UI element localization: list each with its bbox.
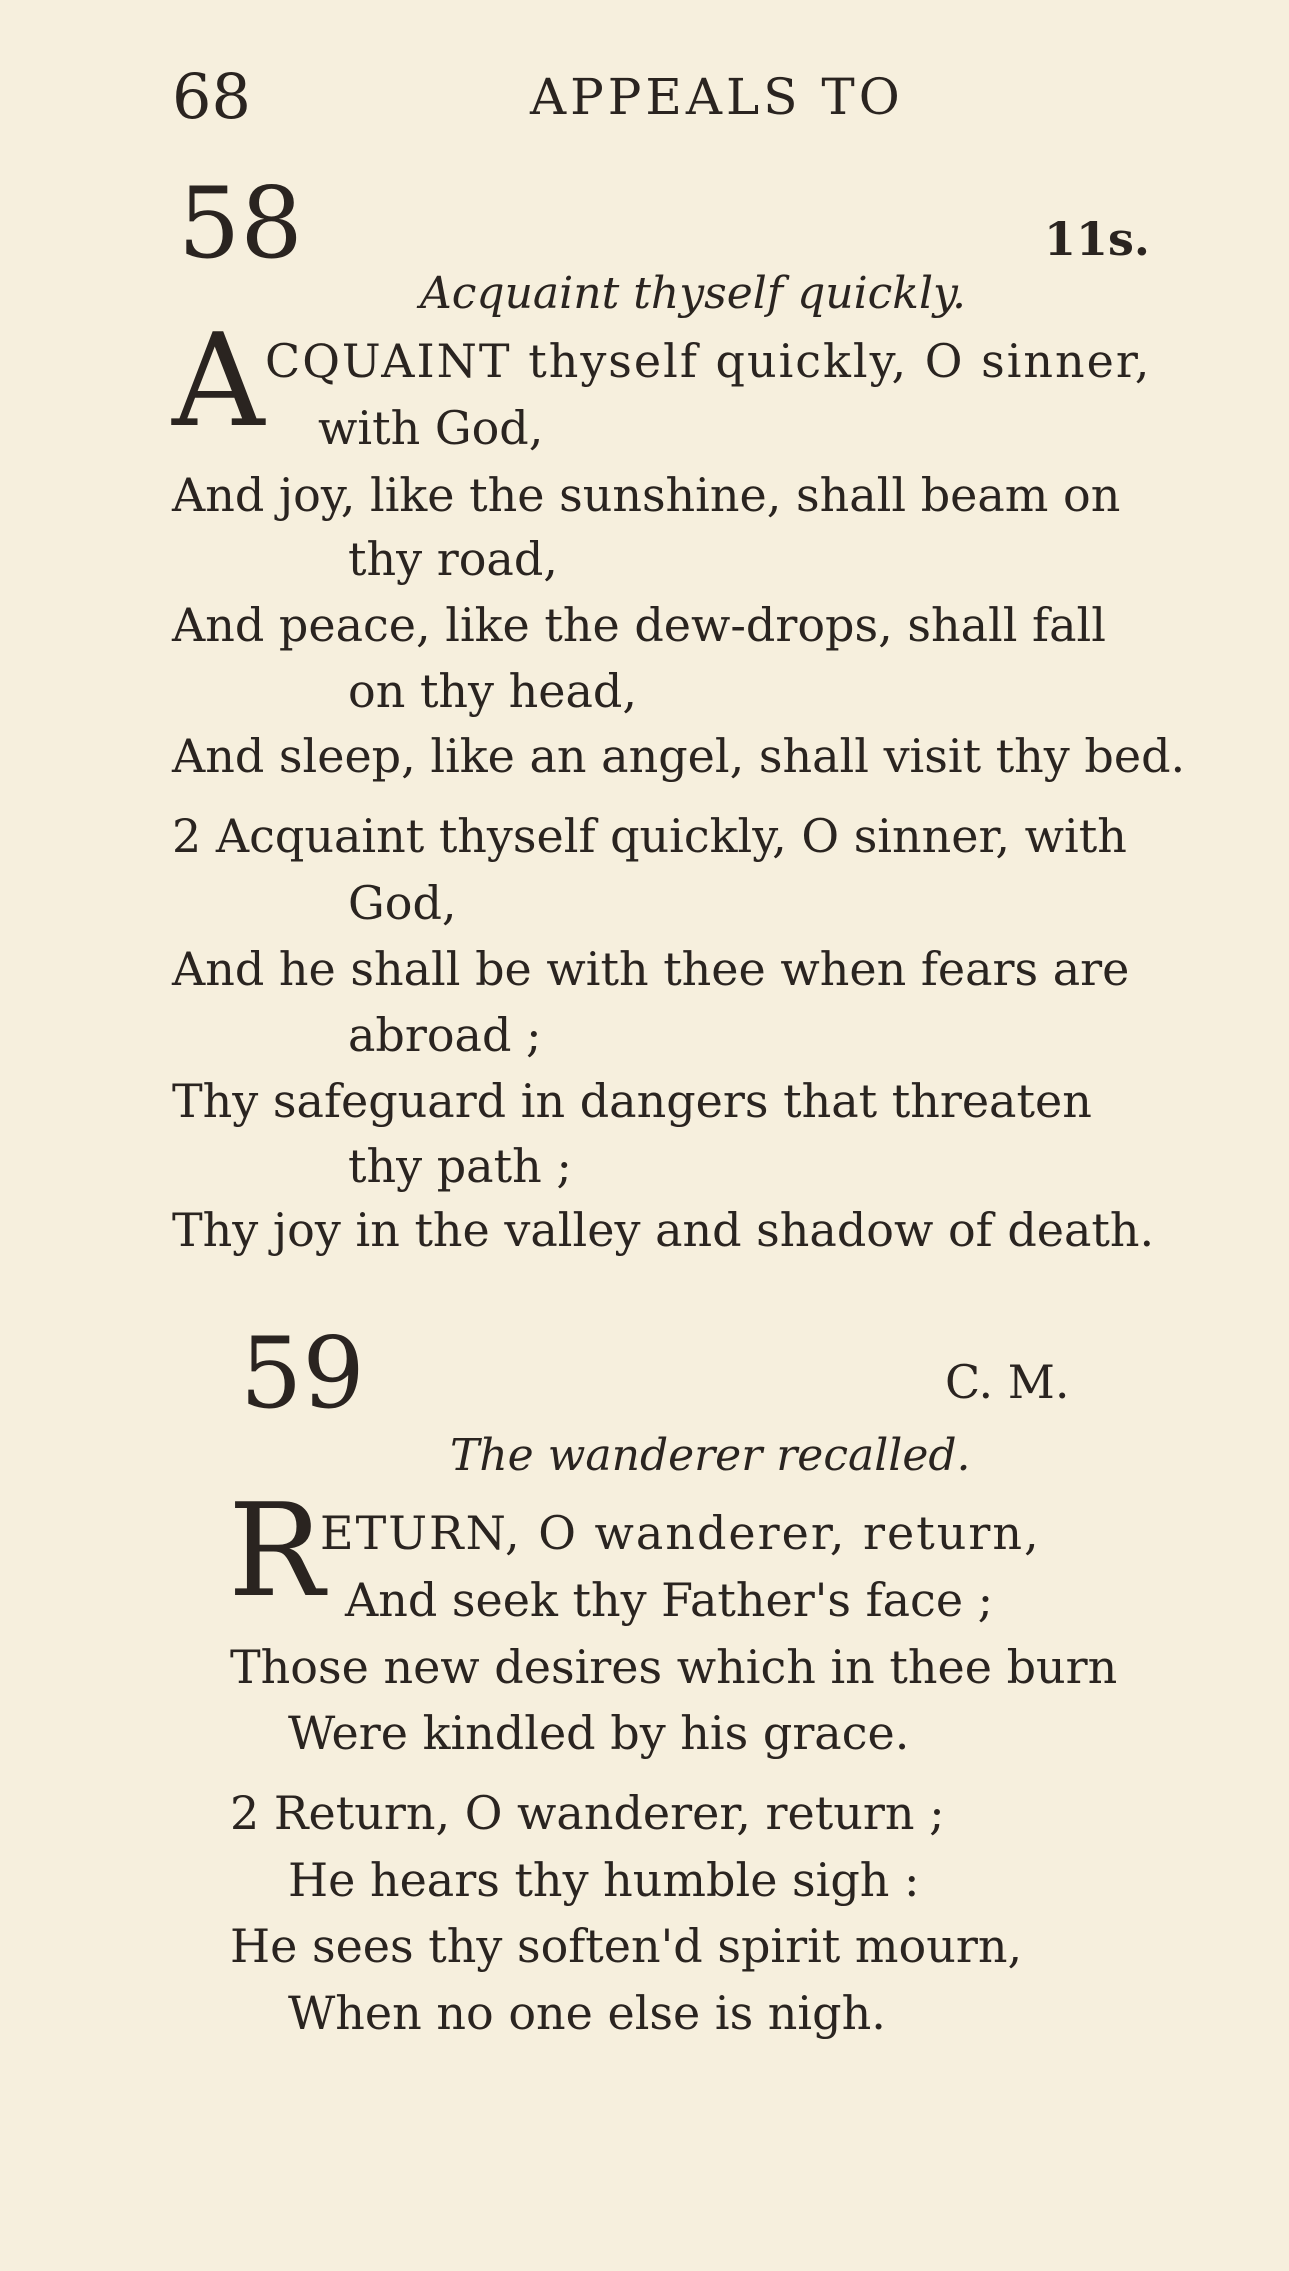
hymn-58-subtitle: Acquaint thyself quickly. bbox=[420, 268, 967, 319]
hymn-59-subtitle: The wanderer recalled. bbox=[450, 1430, 971, 1481]
hymn-58-line: God, bbox=[348, 876, 457, 930]
hymn-58-line: on thy head, bbox=[348, 664, 638, 718]
hymn-59-line: He hears thy humble sigh : bbox=[288, 1853, 920, 1907]
hymn-59-meter: C. M. bbox=[945, 1355, 1070, 1409]
hymn-58-line: And peace, like the dew-drops, shall fall bbox=[172, 598, 1106, 652]
hymn-59-line: Were kindled by his grace. bbox=[288, 1706, 910, 1760]
hymn-58-line: thy path ; bbox=[348, 1139, 572, 1193]
hymn-58-line: 2 Acquaint thyself quickly, O sinner, with bbox=[172, 809, 1127, 863]
hymn-58-line: And sleep, like an angel, shall visit thy bed. bbox=[172, 729, 1186, 783]
hymn-59-line: 2 Return, O wanderer, return ; bbox=[230, 1786, 945, 1840]
hymn-59-number: 59 bbox=[240, 1317, 365, 1431]
hymn-58-number: 58 bbox=[178, 167, 303, 281]
hymn-58-line: thy road, bbox=[348, 532, 558, 586]
hymn-59-line: And seek thy Father's face ; bbox=[345, 1573, 994, 1627]
hymn-58-line: Thy safeguard in dangers that threaten bbox=[172, 1074, 1092, 1128]
hymn-58-meter: 11s. bbox=[1044, 212, 1150, 266]
page-number: 68 bbox=[172, 60, 251, 133]
hymn-59-line: When no one else is nigh. bbox=[288, 1986, 886, 2040]
hymn-58-line: abroad ; bbox=[348, 1008, 542, 1062]
hymn-58-line: And he shall be with thee when fears are bbox=[172, 942, 1130, 996]
running-title: APPEALS TO bbox=[530, 68, 904, 126]
hymn-58-drop-cap: A bbox=[172, 307, 265, 456]
hymn-59-drop-cap: R bbox=[228, 1477, 325, 1626]
hymn-59-line: ETURN, O wanderer, return, bbox=[320, 1506, 1041, 1560]
hymn-58-line: with God, bbox=[318, 401, 544, 455]
hymn-58-line: And joy, like the sunshine, shall beam on bbox=[172, 468, 1121, 522]
hymn-59-line: Those new desires which in thee burn bbox=[230, 1640, 1118, 1694]
hymn-58-line: CQUAINT thyself quickly, O sinner, bbox=[265, 334, 1152, 388]
hymn-59-line: He sees thy soften'd spirit mourn, bbox=[230, 1919, 1023, 1973]
hymn-58-line: Thy joy in the valley and shadow of death. bbox=[172, 1203, 1155, 1257]
